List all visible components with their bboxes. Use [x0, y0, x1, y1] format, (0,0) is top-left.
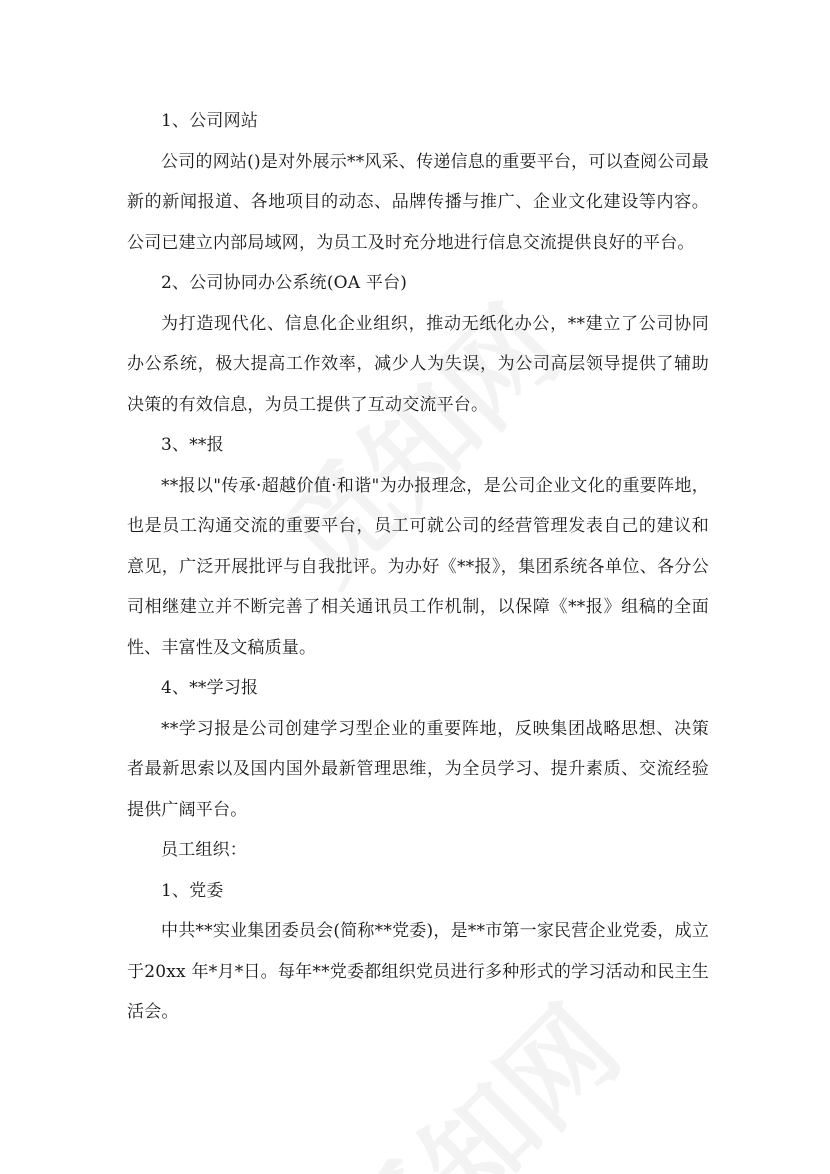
section-heading-party-committee: 1、党委 — [161, 880, 224, 901]
section-heading-oa-platform: 2、公司协同办公系统(OA 平台) — [161, 273, 408, 293]
section-heading-company-website: 1、公司网站 — [161, 111, 259, 131]
section-heading-newspaper: 3、**报 — [161, 435, 224, 455]
section-heading-learning-paper: 4、**学习报 — [161, 678, 259, 698]
section-heading-employee-organizations: 员工组织： — [161, 840, 247, 860]
paragraph-newspaper: **报以"传承·超越价值·和谐"为办报理念，是公司企业文化的重要阵地，也是员工沟通交流的重要平台，员工可就公司的经营管理发表自己的建议和意见，广泛开展批评与自我批评。为办好《**报》，集团系统各单位、各分公司相继建立并不断完善了相关通讯员工作机制，以保障《**报》组稿的全面性、丰富性及文稿质量。 — [127, 475, 709, 658]
paragraph-learning-paper: **学习报是公司创建学习型企业的重要阵地，反映集团战略思想、决策者最新思索以及国内国外最新管理思维，为全员学习、提升素质、交流经验提供广阔平台。 — [127, 718, 709, 820]
paragraph-company-website: 公司的网站()是对外展示**风采、传递信息的重要平台，可以查阅公司最新的新闻报道、各地项目的动态、品牌传播与推广、企业文化建设等内容。公司已建立内部局域网，为员工及时充分地进行信息交流提供良好的平台。 — [127, 151, 709, 253]
document-body — [127, 101, 709, 1033]
paragraph-oa-platform: 为打造现代化、信息化企业组织，推动无纸化办公，**建立了公司协同办公系统，极大提高工作效率，减少人为失误，为公司高层领导提供了辅助决策的有效信息，为员工提供了互动交流平台。 — [127, 313, 709, 415]
paragraph-party-committee: 中共**实业集团委员会(简称**党委)，是**市第一家民营企业党委，成立于20xx 年*月*日。每年**党委都组织党员进行多种形式的学习活动和民主生活会。 — [127, 921, 709, 1022]
